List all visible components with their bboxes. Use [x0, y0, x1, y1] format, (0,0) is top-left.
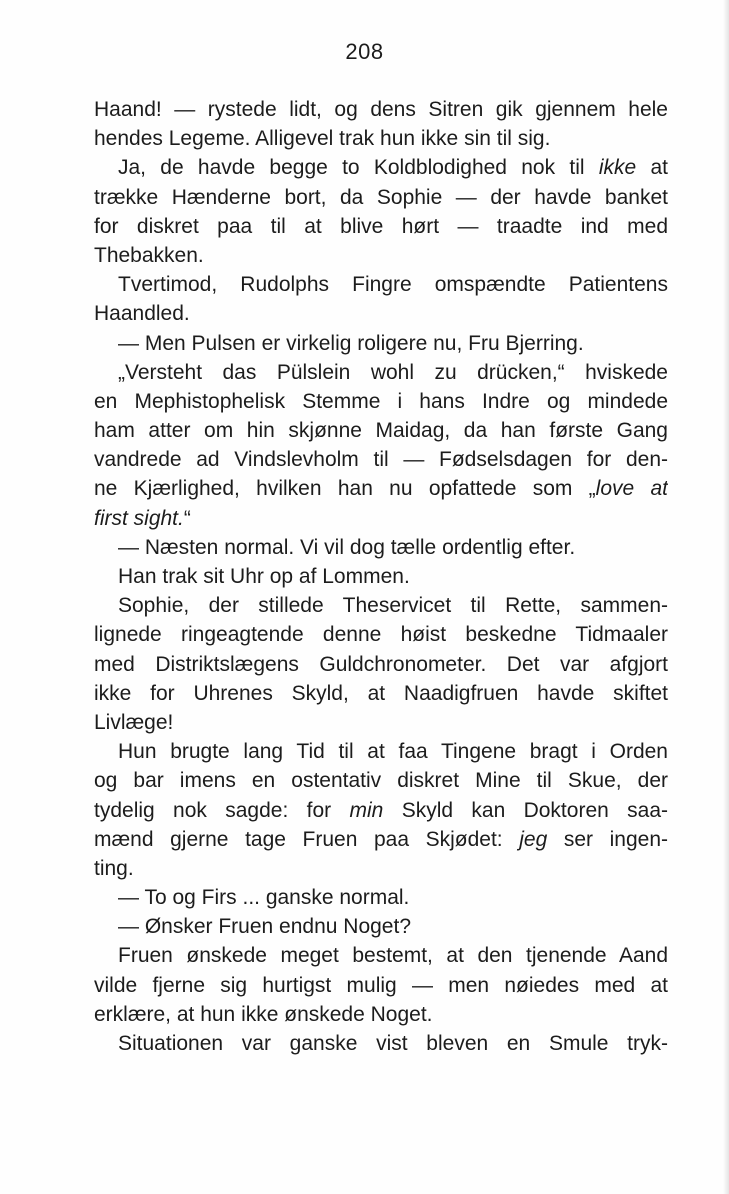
text-line — [94, 1029, 668, 1058]
text-segment: Ja, de havde begge to Koldblodighed nok til — [118, 156, 599, 180]
text-line — [94, 941, 668, 970]
text-segment: ne Kjærlighed, hvilken han nu opfattede som „ — [94, 477, 596, 501]
text-line — [94, 883, 668, 912]
text-segment: og bar imens en ostentativ diskret Mine til Skue, der — [94, 769, 668, 793]
text-line — [94, 358, 668, 387]
text-line — [94, 533, 668, 562]
text-segment: vandrede ad Vindslevholm til — Fødselsdagen for den- — [94, 448, 668, 472]
text-line — [94, 153, 668, 182]
text-segment: mænd gjerne tage Fruen paa Skjødet: — [94, 827, 520, 851]
text-line — [94, 825, 668, 854]
text-line — [94, 679, 668, 708]
text-segment: for diskret paa til at blive hørt — traadte ind med — [94, 214, 668, 238]
text-line — [94, 854, 668, 883]
text-segment: — Næsten normal. Vi vil dog tælle ordentlig efter. — [118, 535, 576, 559]
text-line — [94, 387, 668, 416]
text-segment: ikke for Uhrenes Skyld, at Naadigfruen havde skiftet — [94, 681, 668, 705]
text-segment: trække Hænderne bort, da Sophie — der havde banket — [94, 185, 668, 209]
text-segment: — Ønsker Fruen endnu Noget? — [118, 915, 411, 939]
text-line — [94, 474, 668, 503]
text-segment: erklære, at hun ikke ønskede Noget. — [94, 1002, 433, 1026]
text-line — [94, 241, 668, 270]
text-segment: Haand! — rystede lidt, og dens Sitren gik gjennem hele — [94, 98, 668, 121]
text-segment: Tvertimod, Rudolphs Fingre omspændte Patientens — [118, 273, 668, 297]
text-segment: Thebakken. — [94, 243, 204, 267]
text-segment: tydelig nok sagde: for — [94, 798, 350, 822]
text-line — [94, 95, 668, 124]
text-line — [94, 445, 668, 474]
text-line — [94, 737, 668, 766]
italic-text: first sight. — [94, 506, 184, 530]
text-segment: Han trak sit Uhr op af Lommen. — [118, 565, 410, 588]
text-line — [94, 912, 668, 941]
text-line — [94, 1000, 668, 1029]
text-line — [94, 971, 668, 1000]
italic-text: jeg — [519, 827, 548, 851]
text-line — [94, 766, 668, 795]
text-segment: Sophie, der stillede Theservicet til Rette, sammen- — [118, 594, 668, 618]
text-line — [94, 124, 668, 153]
text-line — [94, 299, 668, 328]
text-segment: Haandled. — [94, 302, 190, 326]
text-segment: Fruen ønskede meget bestemt, at den tjenende Aand — [118, 944, 668, 968]
text-segment: ham atter om hin skjønne Maidag, da han første Gang — [94, 419, 668, 443]
text-segment: at — [636, 156, 668, 180]
italic-text: love at — [595, 477, 668, 501]
text-segment: — Men Pulsen er virkelig roligere nu, Fru Bjerring. — [118, 331, 584, 355]
text-line — [94, 620, 668, 649]
text-line — [94, 416, 668, 445]
text-segment: hendes Legeme. Alligevel trak hun ikke sin til sig. — [94, 127, 551, 151]
text-segment: en Mephistophelisk Stemme i hans Indre og mindede — [94, 389, 668, 413]
text-segment: „Versteht das Pülslein wohl zu drücken,“ hviskede — [118, 360, 668, 384]
text-segment: Hun brugte lang Tid til at faa Tingene bragt i Orden — [118, 740, 668, 764]
text-segment: Situationen var ganske vist bleven en Smule tryk- — [118, 1032, 668, 1055]
text-line — [94, 270, 668, 299]
text-line — [94, 504, 668, 533]
text-segment: lignede ringeagtende denne høist beskedne Tidmaaler — [94, 623, 668, 647]
text-segment: ser ingen- — [547, 827, 668, 851]
text-line — [94, 591, 668, 620]
text-segment: Skyld kan Doktoren saa- — [383, 798, 668, 822]
text-line — [94, 212, 668, 241]
page-edge-shadow — [723, 0, 729, 1194]
text-segment: ting. — [94, 856, 134, 880]
page-number: 208 — [345, 39, 384, 64]
text-line — [94, 796, 668, 825]
text-segment: vilde fjerne sig hurtigst mulig — men nøiedes med at — [94, 973, 668, 997]
text-segment: — To og Firs ... ganske normal. — [118, 886, 410, 910]
italic-text: ikke — [598, 156, 637, 180]
text-line — [94, 183, 668, 212]
text-line — [94, 562, 668, 591]
text-line — [94, 708, 668, 737]
text-segment: Livlæge! — [94, 710, 174, 734]
text-line — [94, 650, 668, 679]
text-segment: med Distriktslægens Guldchronometer. Det var afgjort — [94, 652, 668, 676]
italic-text: min — [349, 798, 384, 822]
body-text — [94, 95, 668, 1058]
text-segment: “ — [183, 506, 191, 530]
text-line — [94, 329, 668, 358]
